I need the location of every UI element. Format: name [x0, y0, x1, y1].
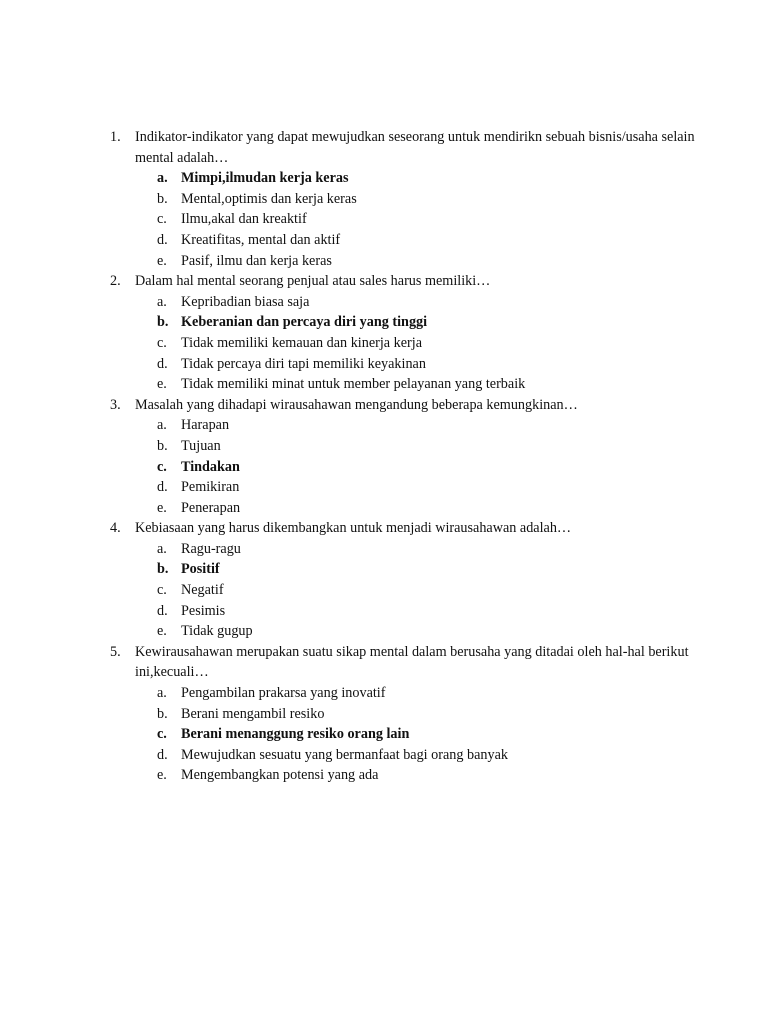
question-number: 4. — [110, 520, 121, 537]
option-list — [0, 415, 768, 518]
question-stem — [0, 271, 695, 292]
option-text: Penerapan — [181, 499, 241, 516]
option-letter: b. — [157, 561, 169, 578]
answer-option — [0, 704, 768, 725]
option-letter: e. — [157, 767, 167, 784]
answer-option — [0, 765, 768, 786]
option-text: Kepribadian biasa saja — [181, 293, 310, 310]
answer-option-correct — [0, 168, 768, 189]
option-text: Negatif — [181, 582, 224, 599]
answer-option — [0, 374, 768, 395]
option-list — [0, 683, 768, 786]
option-letter: d. — [157, 602, 168, 619]
option-text: Mimpi,ilmudan kerja keras — [181, 170, 349, 187]
option-letter: e. — [157, 376, 167, 393]
answer-option-correct — [0, 559, 768, 580]
question-4 — [0, 518, 768, 642]
answer-option — [0, 477, 768, 498]
question-text: Dalam hal mental seorang penjual atau sales harus memiliki… — [135, 273, 491, 290]
option-list — [0, 292, 768, 395]
answer-option — [0, 601, 768, 622]
answer-option — [0, 292, 768, 313]
question-stem — [0, 642, 695, 683]
option-letter: a. — [157, 417, 167, 434]
option-text: Pesimis — [181, 602, 226, 619]
option-letter: c. — [157, 458, 167, 475]
option-list — [0, 539, 768, 642]
question-stem — [0, 395, 695, 416]
option-letter: b. — [157, 437, 168, 454]
option-letter: d. — [157, 231, 168, 248]
option-text: Pemikiran — [181, 479, 240, 496]
answer-option — [0, 415, 768, 436]
option-letter: d. — [157, 479, 168, 496]
question-1 — [0, 127, 768, 271]
option-text: Tidak memiliki minat untuk member pelayanan yang terbaik — [181, 376, 526, 393]
option-letter: e. — [157, 623, 167, 640]
option-text: Mengembangkan potensi yang ada — [181, 767, 379, 784]
answer-option-correct — [0, 724, 768, 745]
option-letter: b. — [157, 314, 169, 331]
option-letter: d. — [157, 746, 168, 763]
option-text: Mewujudkan sesuatu yang bermanfaat bagi orang banyak — [181, 746, 508, 763]
question-number: 2. — [110, 273, 121, 290]
option-text: Pasif, ilmu dan kerja keras — [181, 252, 332, 269]
question-number: 5. — [110, 643, 121, 660]
option-letter: b. — [157, 190, 168, 207]
option-letter: a. — [157, 685, 167, 702]
question-text: Kebiasaan yang harus dikembangkan untuk menjadi wirausahawan adalah… — [135, 520, 572, 537]
option-text: Tindakan — [181, 458, 240, 475]
option-letter: c. — [157, 726, 167, 743]
answer-option — [0, 354, 768, 375]
answer-option — [0, 683, 768, 704]
question-5 — [0, 642, 768, 786]
option-letter: d. — [157, 355, 168, 372]
option-letter: a. — [157, 540, 167, 557]
option-text: Tidak gugup — [181, 623, 253, 640]
option-letter: c. — [157, 582, 167, 599]
option-text: Kreatifitas, mental dan aktif — [181, 231, 341, 248]
question-text: Masalah yang dihadapi wirausahawan mengandung beberapa kemungkinan… — [135, 396, 578, 413]
option-text: Ragu-ragu — [181, 540, 241, 557]
answer-option — [0, 580, 768, 601]
option-text: Berani mengambil resiko — [181, 705, 325, 722]
option-text: Tidak percaya diri tapi memiliki keyakinan — [181, 355, 426, 372]
option-text: Keberanian dan percaya diri yang tinggi — [181, 314, 428, 331]
answer-option — [0, 498, 768, 519]
option-letter: c. — [157, 334, 167, 351]
question-number: 3. — [110, 396, 121, 413]
answer-option — [0, 189, 768, 210]
question-3 — [0, 395, 768, 519]
option-text: Positif — [181, 561, 220, 578]
option-letter: a. — [157, 170, 168, 187]
question-list — [0, 127, 768, 786]
answer-option — [0, 251, 768, 272]
answer-option — [0, 436, 768, 457]
option-letter: a. — [157, 293, 167, 310]
option-letter: c. — [157, 211, 167, 228]
option-list — [0, 168, 768, 271]
question-stem — [0, 127, 695, 168]
option-text: Berani menanggung resiko orang lain — [181, 726, 410, 743]
option-text: Tidak memiliki kemauan dan kinerja kerja — [181, 334, 422, 351]
question-2 — [0, 271, 768, 395]
question-number: 1. — [110, 129, 121, 145]
answer-option — [0, 745, 768, 766]
question-text: Indikator-indikator yang dapat mewujudkan seseorang untuk mendirikn sebuah bisnis/usaha selain mental adalah… — [135, 129, 695, 166]
answer-option-correct — [0, 457, 768, 478]
option-text: Mental,optimis dan kerja keras — [181, 190, 357, 207]
answer-option-correct — [0, 312, 768, 333]
answer-option — [0, 230, 768, 251]
answer-option — [0, 333, 768, 354]
question-stem — [0, 518, 695, 539]
option-text: Pengambilan prakarsa yang inovatif — [181, 685, 386, 702]
answer-option — [0, 539, 768, 560]
option-text: Harapan — [181, 417, 230, 434]
question-text: Kewirausahawan merupakan suatu sikap mental dalam berusaha yang ditadai oleh hal-hal berikut ini,kecuali… — [135, 643, 689, 681]
option-letter: e. — [157, 252, 167, 269]
answer-option — [0, 209, 768, 230]
option-text: Ilmu,akal dan kreaktif — [181, 211, 307, 228]
option-text: Tujuan — [181, 437, 221, 454]
option-letter: b. — [157, 705, 168, 722]
option-letter: e. — [157, 499, 167, 516]
answer-option — [0, 621, 768, 642]
